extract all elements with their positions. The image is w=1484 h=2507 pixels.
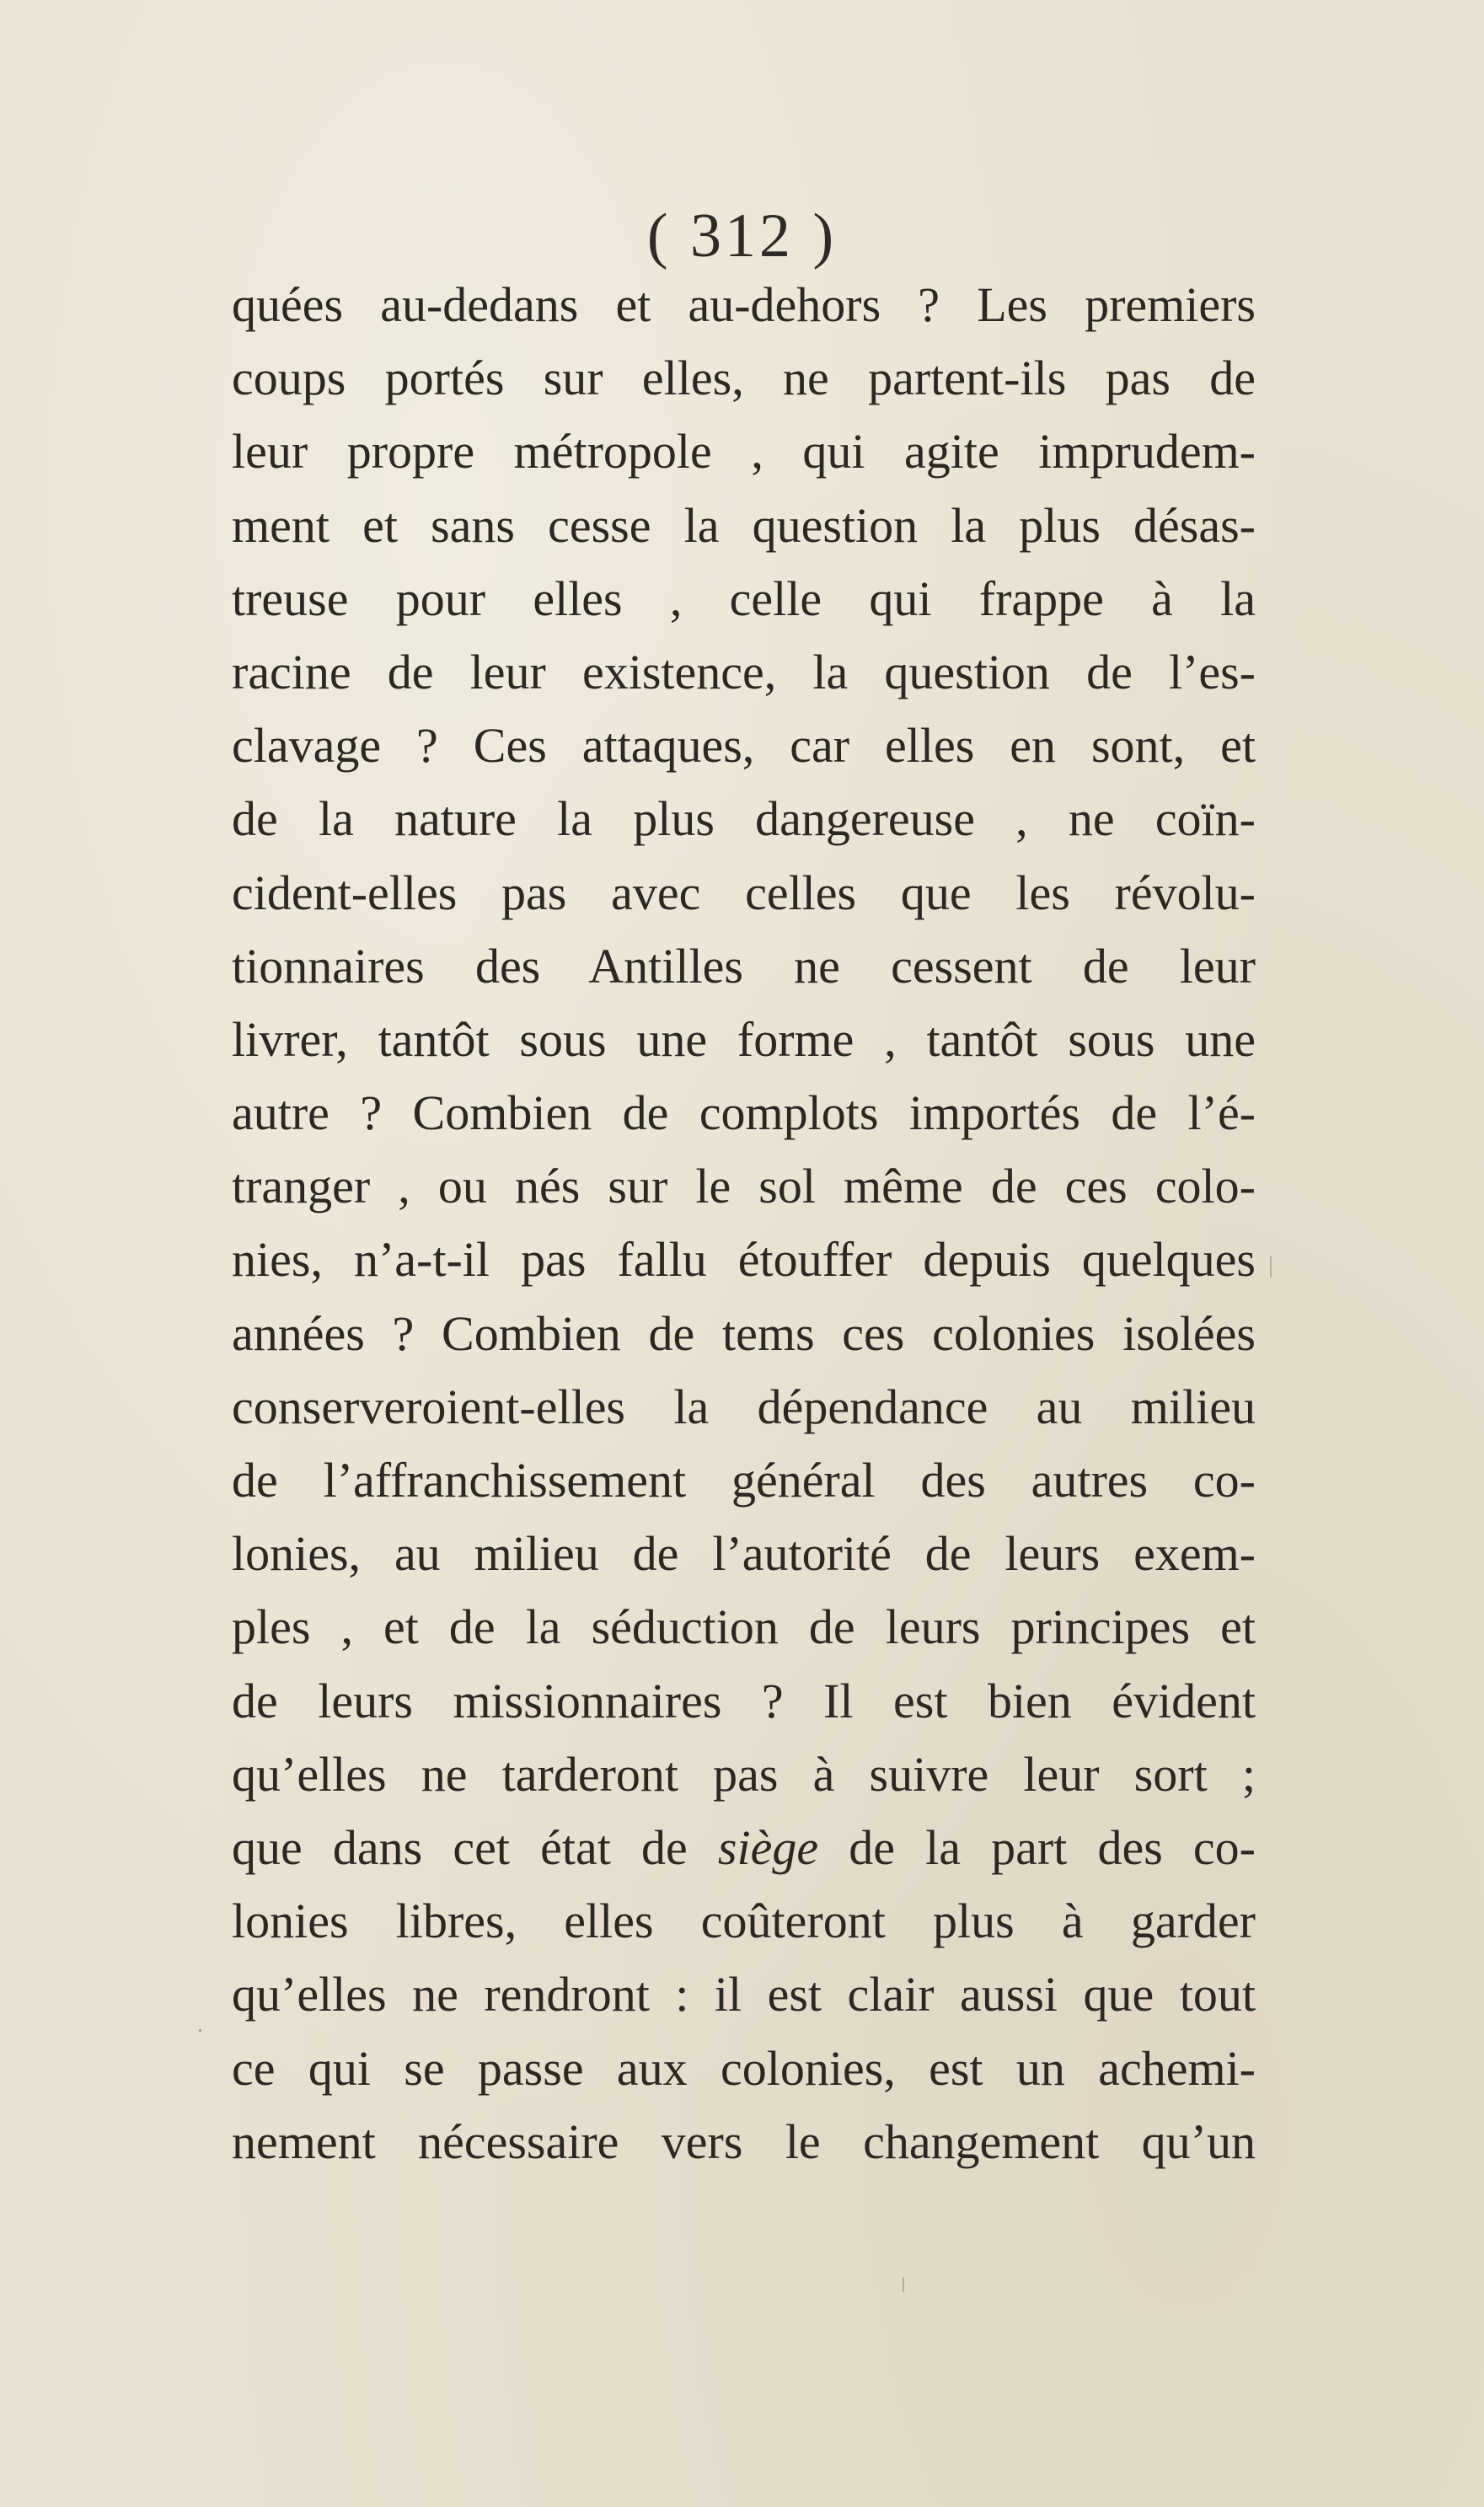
text-line: ce qui se passe aux colonies, est un achemi- xyxy=(232,2040,1256,2096)
text-line: ment et sans cesse la question la plus désas- xyxy=(232,497,1256,553)
text-line-with-italic xyxy=(232,1811,1256,1884)
text-line: de leurs missionnaires ? Il est bien évident xyxy=(232,1673,1256,1728)
text-line: tionnaires des Antilles ne cessent de leur xyxy=(232,938,1256,994)
text-line: leur propre métropole , qui agite imprudem- xyxy=(232,424,1256,479)
text-line: treuse pour elles , celle qui frappe à la xyxy=(232,571,1256,626)
text-line: racine de leur existence, la question de l’es- xyxy=(232,644,1256,699)
text-line: années ? Combien de tems ces colonies isolées xyxy=(232,1305,1256,1361)
text-line: coups portés sur elles, ne partent-ils pas de xyxy=(232,351,1256,406)
text-line: lonies libres, elles coûteront plus à garder xyxy=(232,1894,1256,1949)
text-line: cident-elles pas avec celles que les révolu- xyxy=(232,865,1256,920)
page-number: ( 312 ) xyxy=(646,201,838,271)
text-line: de l’affranchissement général des autres co- xyxy=(232,1453,1256,1508)
text-line: de la nature la plus dangereuse , ne coïn- xyxy=(232,791,1256,847)
text-line: tranger , ou nés sur le sol même de ces colo- xyxy=(232,1159,1256,1214)
text-run: que dans cet état de xyxy=(232,1819,718,1875)
text-line: qu’elles ne tarderont pas à suivre leur sort ; xyxy=(232,1746,1256,1802)
paper-speck xyxy=(903,2277,904,2292)
paper-speck xyxy=(1270,1256,1272,1278)
text-line: ples , et de la séduction de leurs principes et xyxy=(232,1599,1256,1655)
text-line: autre ? Combien de complots importés de l’é- xyxy=(232,1085,1256,1141)
text-line: quées au-dedans et au-dehors ? Les premiers xyxy=(232,277,1256,332)
paper-speck xyxy=(199,2029,201,2032)
body-text xyxy=(232,268,1256,2178)
text-line: lonies, au milieu de l’autorité de leurs exem- xyxy=(232,1526,1256,1582)
text-run: de la part des co- xyxy=(818,1819,1256,1875)
text-line: clavage ? Ces attaques, car elles en sont, et xyxy=(232,718,1256,774)
text-line: conserveroient-elles la dépendance au milieu xyxy=(232,1379,1256,1434)
text-line: livrer, tantôt sous une forme , tantôt sous une xyxy=(232,1011,1256,1067)
text-line: nement nécessaire vers le changement qu’un xyxy=(232,2113,1256,2169)
text-line: qu’elles ne rendront : il est clair aussi que tout xyxy=(232,1967,1256,2022)
italic-word: siège xyxy=(717,1819,819,1875)
text-line: nies, n’a-t-il pas fallu étouffer depuis quelques xyxy=(232,1232,1256,1288)
